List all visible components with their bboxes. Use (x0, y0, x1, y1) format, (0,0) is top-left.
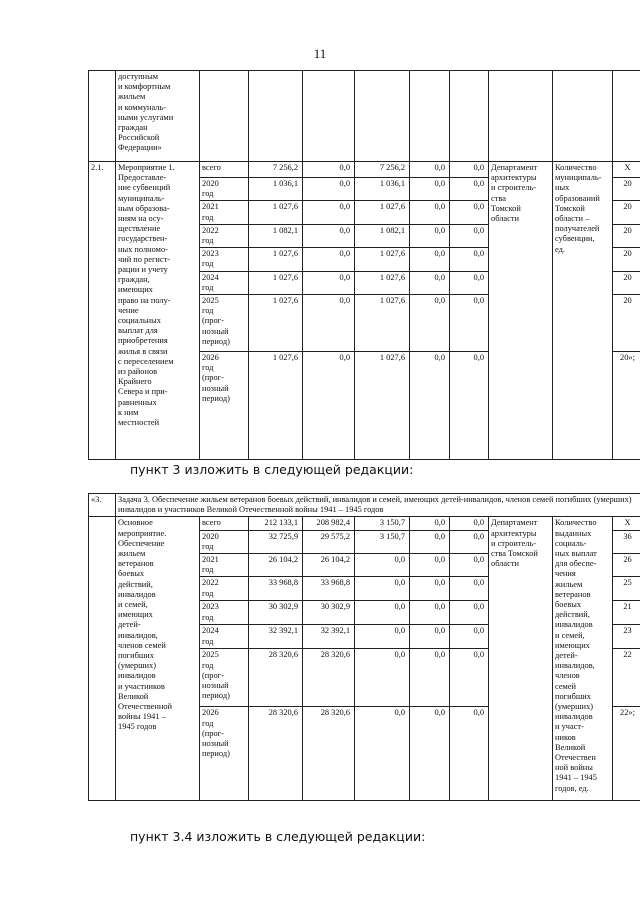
year-cell: 2025 год (прог- нозный период) (200, 295, 249, 352)
row-number-empty (89, 517, 116, 801)
indicator-value-cell: 20 (613, 178, 640, 201)
instruction-text-1: пункт 3 изложить в следующей редакции: (130, 462, 414, 477)
year-cell: 2023 год (200, 601, 249, 625)
table-row (89, 162, 640, 178)
indicator-value-cell: 21 (613, 601, 640, 625)
federal-cell: 33 968,8 (303, 577, 355, 601)
indicator-value-cell: 25 (613, 577, 640, 601)
other-cell: 0,0 (450, 271, 489, 294)
regional-cell: 1 027,6 (355, 295, 410, 352)
table-row (89, 517, 640, 530)
total-cell: 1 082,1 (249, 224, 303, 247)
regional-cell: 0,0 (355, 601, 410, 625)
local-cell: 0,0 (410, 625, 450, 649)
other-cell: 0,0 (450, 554, 489, 577)
activity-name: Мероприятие 1. Предоставле- ние субвенций муниципаль- ным образова- ниям на осу- ществление государствен- ных полномо- чий по регист- рации и учету граждан, имеющих право на полу- чение социальных выплат для приобретения жилья в связи с переселением из районов Крайнего Севера и при- равненных к ним местностей (116, 162, 200, 460)
indicator-name-cell: Количество выданных социаль- ных выплат для обеспе- чения жильем ветеранов боевых действий, инвалидов и семей, имеющих детей- инвалидов, членов семей погибших (умерших) инвалидов и участ- ников Великой Отечествен ной войны 1941 – 1945 годов, ед. (553, 517, 613, 801)
total-cell: 1 027,6 (249, 201, 303, 224)
local-cell: 0,0 (410, 649, 450, 707)
total-cell: 1 027,6 (249, 248, 303, 271)
regional-cell: 0,0 (355, 649, 410, 707)
total-cell: 1 027,6 (249, 352, 303, 460)
total-cell: 30 302,9 (249, 601, 303, 625)
indicator-value-cell: 20 (613, 224, 640, 247)
year-cell: 2021 год (200, 554, 249, 577)
total-cell: 7 256,2 (249, 162, 303, 178)
indicator-value-cell: 22»; (613, 707, 640, 801)
regional-cell: 1 027,6 (355, 201, 410, 224)
year-cell: 2020 год (200, 178, 249, 201)
other-cell: 0,0 (450, 352, 489, 460)
regional-cell: 0,0 (355, 707, 410, 801)
local-cell: 0,0 (410, 707, 450, 801)
other-cell: 0,0 (450, 201, 489, 224)
executor-cell: Департамент архитектуры и строитель- ства Томской области (489, 162, 553, 460)
federal-cell: 0,0 (303, 162, 355, 178)
table-row (89, 494, 640, 517)
year-cell: всего (200, 517, 249, 530)
federal-cell: 208 982,4 (303, 517, 355, 530)
local-cell: 0,0 (410, 554, 450, 577)
total-cell: 212 133,1 (249, 517, 303, 530)
program-table-2 (88, 493, 640, 801)
federal-cell: 30 302,9 (303, 601, 355, 625)
year-cell: 2025 год (прог- нозный период) (200, 649, 249, 707)
total-cell: 33 968,8 (249, 577, 303, 601)
total-cell: 1 036,1 (249, 178, 303, 201)
indicator-value-cell: X (613, 162, 640, 178)
indicator-name-cell: Количество муниципаль- ных образований Томской области – получателей субвенции, ед. (553, 162, 613, 460)
total-cell: 1 027,6 (249, 271, 303, 294)
other-cell: 0,0 (450, 224, 489, 247)
other-cell: 0,0 (450, 707, 489, 801)
local-cell: 0,0 (410, 201, 450, 224)
federal-cell: 0,0 (303, 201, 355, 224)
task-name-continuation: доступным и комфортным жильем и коммуналь- ными услугами граждан Российской Федерации» (116, 71, 200, 162)
total-cell: 1 027,6 (249, 295, 303, 352)
federal-cell: 28 320,6 (303, 707, 355, 801)
local-cell: 0,0 (410, 271, 450, 294)
instruction-text-2: пункт 3.4 изложить в следующей редакции: (130, 829, 426, 844)
activity-name: Основное мероприятие. Обеспечение жильем ветеранов боевых действий, инвалидов и семей, имеющих детей- инвалидов, членов семей погибших (умерших) инвалидов и участников Великой Отечественной войны 1941 – 1945 годов (116, 517, 200, 801)
regional-cell: 1 027,6 (355, 271, 410, 294)
other-cell: 0,0 (450, 601, 489, 625)
regional-cell: 1 027,6 (355, 352, 410, 460)
regional-cell: 1 036,1 (355, 178, 410, 201)
indicator-value-cell: 20 (613, 271, 640, 294)
total-cell: 28 320,6 (249, 707, 303, 801)
federal-cell: 0,0 (303, 271, 355, 294)
indicator-value-cell: 22 (613, 649, 640, 707)
program-table-1 (88, 70, 640, 460)
year-cell: 2022 год (200, 577, 249, 601)
page-number: 11 (313, 46, 327, 61)
other-cell: 0,0 (450, 178, 489, 201)
federal-cell: 0,0 (303, 224, 355, 247)
federal-cell: 0,0 (303, 248, 355, 271)
local-cell: 0,0 (410, 601, 450, 625)
year-cell: 2026 год (прог- нозный период) (200, 352, 249, 460)
federal-cell: 29 575,2 (303, 530, 355, 553)
local-cell: 0,0 (410, 530, 450, 553)
other-cell: 0,0 (450, 625, 489, 649)
year-cell: 2020 год (200, 530, 249, 553)
federal-cell: 0,0 (303, 295, 355, 352)
row-number: «3. (89, 494, 116, 517)
regional-cell: 3 150,7 (355, 517, 410, 530)
indicator-value-cell: 20»; (613, 352, 640, 460)
other-cell: 0,0 (450, 649, 489, 707)
executor-cell: Департамент архитектуры и строитель- ства Томской области (489, 517, 553, 801)
regional-cell: 0,0 (355, 625, 410, 649)
local-cell: 0,0 (410, 248, 450, 271)
indicator-value-cell: 36 (613, 530, 640, 553)
other-cell: 0,0 (450, 577, 489, 601)
local-cell: 0,0 (410, 162, 450, 178)
federal-cell: 26 104,2 (303, 554, 355, 577)
total-cell: 26 104,2 (249, 554, 303, 577)
regional-cell: 3 150,7 (355, 530, 410, 553)
indicator-value-cell: 26 (613, 554, 640, 577)
year-cell: 2023 год (200, 248, 249, 271)
indicator-value-cell: X (613, 517, 640, 530)
task-title: Задача 3. Обеспечение жильем ветеранов боевых действий, инвалидов и семей, имеющих детей-инвалидов, членов семей погибших (умерших) инвалидов и участников Великой Отечественной войны 1941 – 1945 годов (116, 494, 640, 517)
year-cell: 2021 год (200, 201, 249, 224)
other-cell: 0,0 (450, 295, 489, 352)
other-cell: 0,0 (450, 162, 489, 178)
year-cell: 2024 год (200, 271, 249, 294)
regional-cell: 1 027,6 (355, 248, 410, 271)
row-number: 2.1. (89, 162, 116, 460)
regional-cell: 7 256,2 (355, 162, 410, 178)
indicator-value-cell: 20 (613, 295, 640, 352)
year-cell: 2026 год (прог- нозный период) (200, 707, 249, 801)
indicator-value-cell: 20 (613, 248, 640, 271)
regional-cell: 0,0 (355, 554, 410, 577)
indicator-value-cell: 20 (613, 201, 640, 224)
federal-cell: 0,0 (303, 178, 355, 201)
federal-cell: 32 392,1 (303, 625, 355, 649)
local-cell: 0,0 (410, 352, 450, 460)
other-cell: 0,0 (450, 530, 489, 553)
total-cell: 28 320,6 (249, 649, 303, 707)
total-cell: 32 725,9 (249, 530, 303, 553)
federal-cell: 28 320,6 (303, 649, 355, 707)
regional-cell: 0,0 (355, 577, 410, 601)
other-cell: 0,0 (450, 248, 489, 271)
indicator-value-cell: 23 (613, 625, 640, 649)
total-cell: 32 392,1 (249, 625, 303, 649)
local-cell: 0,0 (410, 224, 450, 247)
other-cell: 0,0 (450, 517, 489, 530)
local-cell: 0,0 (410, 577, 450, 601)
local-cell: 0,0 (410, 517, 450, 530)
regional-cell: 1 082,1 (355, 224, 410, 247)
local-cell: 0,0 (410, 295, 450, 352)
year-cell: 2024 год (200, 625, 249, 649)
year-cell: 2022 год (200, 224, 249, 247)
local-cell: 0,0 (410, 178, 450, 201)
year-cell: всего (200, 162, 249, 178)
table-row (89, 71, 640, 162)
federal-cell: 0,0 (303, 352, 355, 460)
